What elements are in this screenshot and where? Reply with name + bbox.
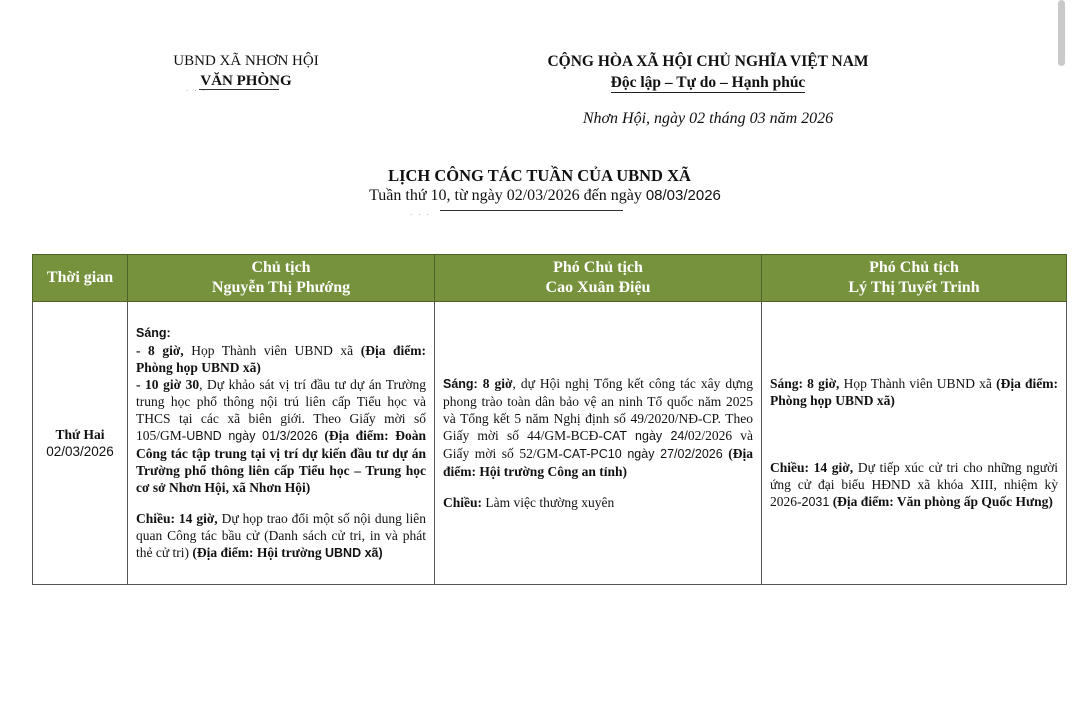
item-text: , dự Hội nghị Tổng kết công tác xây dựng phong trào toàn dân bảo vệ an ninh Tổ quốc năm 2025 và Tổng kết 5 năm Nghị định số 49/2020/NĐ-CP. Theo Giấy mời số 44/GM-BCĐ- [443,376,753,443]
spacer [770,409,1058,459]
item-location: (Địa điểm: Đoàn Công tác tập trung tại vị trí dự kiến đầu tư dự án Trường phổ thông liên cấp Tiểu học – Trung học cơ sở Nhơn Hội, xã Nhơn Hội) [136,427,427,495]
vice-chairman-1-schedule-cell [435,302,762,585]
item-text: Làm việc thường xuyên [482,495,615,510]
place-date: Nhơn Hội, ngày 02 tháng 03 năm 2026 [582,110,834,127]
scan-specks: · · · [410,211,431,219]
afternoon-item [770,459,1058,511]
scrollbar[interactable] [1058,0,1065,66]
item-text: Dự họp trao đổi một số nội dung liên quan Công tác bầu cử (Danh sách cử tri, in và phát thẻ cử tri) [136,510,426,560]
afternoon-label: Chiều: [443,495,483,510]
morning-item-2 [136,376,426,496]
subtitle-underline [440,210,623,211]
agency-line1: UBND XÃ NHƠN HỘI [173,53,319,69]
morning-label: Sáng: [136,325,171,340]
agency-underline [199,89,279,90]
item-location: (Địa điểm: Phòng họp UBND xã) [770,376,1058,408]
item-location-end: UBND xã) [324,545,383,560]
header-time [33,255,128,302]
document-subtitle [0,187,1079,205]
item-time: 8 giờ [477,376,513,391]
item-text: Họp Thành viên UBND xã [839,376,997,391]
spacer [443,480,753,494]
header-role: Phó Chủ tịch [553,259,643,276]
chairman-schedule-cell [128,302,435,585]
header-person-name: Lý Thị Tuyết Trinh [848,279,980,296]
morning-item [443,375,753,480]
nation-name: CỘNG HÒA XÃ HỘI CHỦ NGHĨA VIỆT NAM [547,53,869,70]
item-location: (Địa điểm: Hội trường [192,544,325,560]
table-row [33,302,1067,585]
header-chairman [128,255,435,302]
item-text: , Dự khảo sát vị trí đầu tư dự án Trường trung học phổ thông nội trú liên cấp Tiểu học và THCS tại các xã biên giới. Theo Giấy mời số 105/GM- [136,376,426,443]
morning-label: Sáng: 8 giờ, [770,376,840,391]
item-text: Họp Thành viên UBND xã [183,342,361,358]
item-time: - 8 giờ, [136,342,184,358]
issuing-agency [146,51,346,91]
item-location: (Địa điểm: Phòng họp UBND xã) [136,342,426,375]
item-text: Dự tiếp xúc cử tri cho những người ứng cử đại biểu HĐND xã khóa XIII, nhiệm kỳ 2026- [770,460,1059,509]
item-reference: CAT-PC10 ngày 27/02/2026 [562,447,723,461]
header-time-label: Thời gian [46,269,114,286]
item-time: - 10 giờ 30 [136,376,200,392]
day-name: Thứ Hai [55,427,105,442]
day-date: 02/03/2026 [46,444,114,459]
item-text: 02/2026 và Giấy mời số 52/GM- [443,428,754,461]
item-reference: CAT ngày 24/ [602,429,688,443]
header-person-name: Nguyễn Thị Phướng [211,279,351,296]
morning-label: Sáng: [443,377,478,391]
national-header [508,51,908,93]
schedule-table [32,254,1067,585]
header-role: Phó Chủ tịch [869,259,959,276]
item-year: 2031 [801,495,830,509]
agency-line2: VĂN PHÒNG [200,73,292,89]
afternoon-label: Chiều: 14 giờ, [136,510,218,526]
afternoon-item [136,510,426,562]
header-person-name: Cao Xuân Điệu [545,279,651,296]
header-role: Chủ tịch [251,259,311,276]
item-location: (Địa điểm: Văn phòng ấp Quốc Hưng) [829,494,1053,509]
morning-item [770,375,1058,409]
item-location: (Địa điểm: Hội trường Công an tỉnh) [443,446,754,479]
table-header-row [33,255,1067,302]
subtitle-end-date: 08/03/2026 [645,187,721,204]
afternoon-label: Chiều: 14 giờ, [770,460,854,475]
document-title: LỊCH CÔNG TÁC TUẦN CỦA UBND XÃ [388,166,691,185]
scan-specks: · · · [186,87,207,95]
header-vice-chairman-2 [762,255,1067,302]
afternoon-item [443,494,753,511]
subtitle-prefix: Tuần thứ 10, từ ngày 02/03/2026 đến ngày [369,187,642,204]
motto: Độc lập – Tự do – Hạnh phúc [610,74,806,91]
day-cell [33,302,128,585]
header-vice-chairman-1 [435,255,762,302]
spacer [136,496,426,510]
morning-item-1 [136,342,426,376]
vice-chairman-2-schedule-cell [762,302,1067,585]
item-reference: UBND ngày 01/3/2026 [186,428,318,443]
